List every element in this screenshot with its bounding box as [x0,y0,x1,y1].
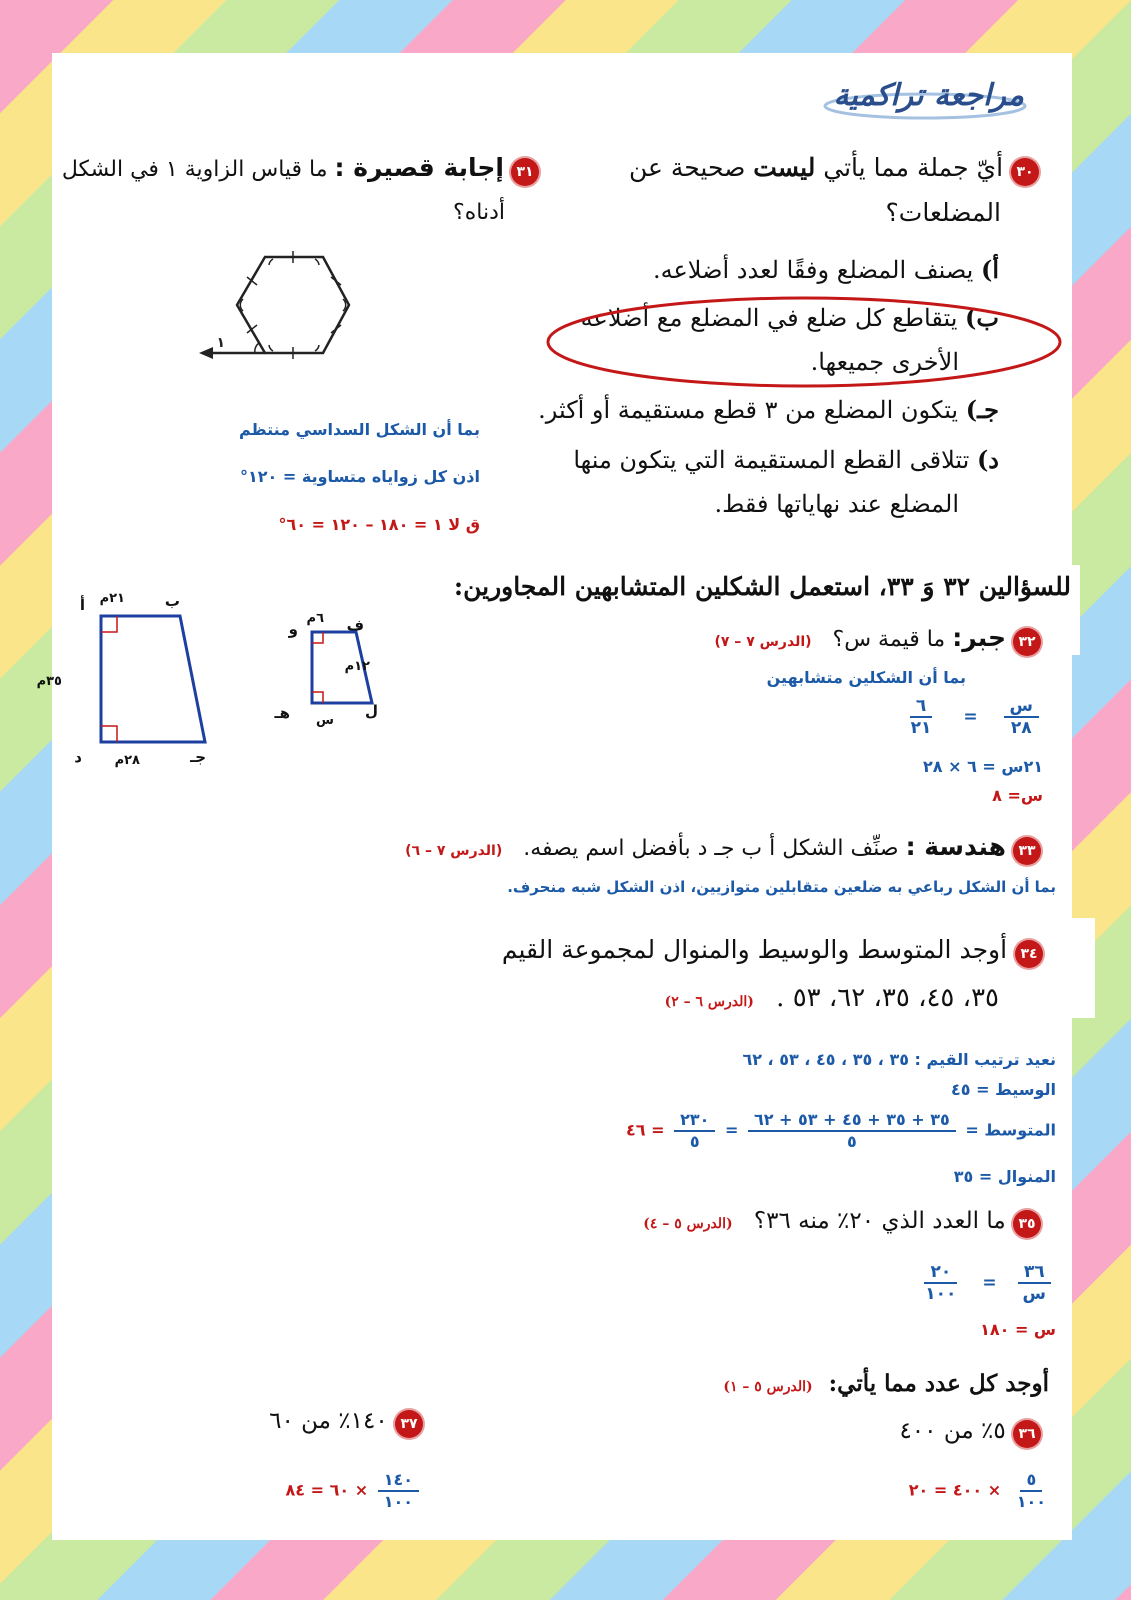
q30-option-a: أ) يصنف المضلع وفقًا لعدد أضلاعه. [652,255,999,284]
vertex-c-label: جـ [190,748,206,766]
small-right-length-label: ١٢م [344,659,370,674]
q36-fraction: $\frac{٥}{١٠٠}$ [1016,1470,1046,1511]
q30-number-badge: ٣٠ [1011,158,1039,186]
q35-proportion: $\frac{٣٦}{\text{س}}$ = $\frac{٢٠}{١٠٠}$ [915,1262,1056,1304]
q33-solution: بما أن الشكل رباعي به ضلعين متقابلين متوازيين، اذن الشكل شبه منحرف. [507,878,1056,896]
q32-solution-line1: بما أن الشكلين متشابهين [766,668,966,687]
q30-stem-line2: المضلعات؟ [885,198,1001,227]
q34-sort: نعيد ترتيب القيم : ٣٥ ، ٣٥ ، ٤٥ ، ٥٣ ، ٦٢ [742,1050,1056,1069]
vertex-l-label: ل [364,702,378,720]
q32-solution-line3: ٢١س = ٦ × ٢٨ [923,757,1043,776]
angle-1-label: ١ [216,335,225,351]
vertex-d-label: د [74,748,82,766]
q30-stem-line1: ٣٠ أيّ جملة مما يأتي ليست صحيحة عن [629,153,1039,186]
q31-number-badge: ٣١ [511,158,539,186]
q34-stem: ٣٤ أوجد المتوسط والوسيط والمنوال لمجموعة القيم [502,935,1043,968]
q34-values: ٣٥، ٤٥، ٣٥، ٦٢، ٥٣ . (الدرس ٦ – ٢) [664,983,999,1013]
q35-fraction-right: $\frac{٢٠}{١٠٠}$ [925,1262,957,1304]
big-bottom-length-label: ٢٨م [114,753,140,768]
q30-option-b: ب) يتقاطع كل ضلع في المضلع مع أضلاعه [580,303,999,332]
q36-solution: $\frac{٥}{١٠٠}$ × ٤٠٠ = ٢٠ [909,1470,1056,1512]
q31-solution-line2: اذن كل زواياه متساوية = ١٢٠° [240,467,480,486]
q34-number-badge: ٣٤ [1015,940,1043,968]
q30-option-b-line2: الأخرى جميعها. [810,348,959,376]
q37-number-badge: ٣٧ [395,1410,423,1438]
big-top-length-label: ٢١م [99,591,125,606]
page-title: مراجعة تراكمية [820,78,1030,122]
q35-stem: ٣٥ ما العدد الذي ٢٠٪ منه ٣٦؟ (الدرس ٥ – ٤) [643,1208,1041,1238]
intro-q32-33: للسؤالين ٣٢ وَ ٣٣، استعمل الشكلين المتشابهين المجاورين: [453,572,1071,601]
q34-mean-fraction: $\frac{٣٥ + ٣٥ + ٤٥ + ٥٣ + ٦٢}{٥}$ [748,1110,956,1152]
q32-number-badge: ٣٢ [1013,628,1041,656]
q31-solution-line1: بما أن الشكل السداسي منتظم [238,420,480,439]
vertex-b-label: ب [164,592,180,610]
q37-stem: ٣٧ ١٤٠٪ من ٦٠ [269,1408,423,1438]
q31-solution-line3: ق لا ١ = ١٨٠ – ١٢٠ = ٦٠° [278,515,480,534]
small-bottom-length-label: س [316,713,334,728]
vertex-f-label: ف [346,616,364,634]
q30-option-d-line2: المضلع عند نهاياتها فقط. [714,490,959,518]
q35-fraction-left: $\frac{٣٦}{\text{س}}$ [1017,1262,1052,1304]
q31-stem-line2: أدناه؟ [453,200,505,225]
answer-circle-icon [544,292,1064,392]
vertex-w-label: و [288,620,298,638]
q34-median: الوسيط = ٤٥ [951,1080,1056,1099]
hexagon-diagram [195,245,375,375]
q33-number-badge: ٣٣ [1013,837,1041,865]
big-left-length-label: ٣٥م [36,674,62,689]
q32-solution-line4: س= ٨ [992,786,1043,805]
q37-solution: $\frac{١٤٠}{١٠٠}$ × ٦٠ = ٨٤ [286,1470,423,1512]
q32-fraction-left: $\frac{\text{س}}{٢٨}$ [1004,696,1039,738]
small-top-length-label: ٦م [306,611,324,626]
q30-option-d: د) تتلاقى القطع المستقيمة التي يتكون منها [573,445,999,474]
vertex-h-label: هـ [274,704,290,722]
q37-fraction: $\frac{١٤٠}{١٠٠}$ [378,1470,419,1512]
vertex-a-label: أ [79,596,85,614]
q36-stem: ٣٦ ٥٪ من ٤٠٠ [899,1418,1041,1448]
similar-figures-diagram [36,590,420,770]
q34-mean-fraction-2: $\frac{٢٣٠}{٥}$ [674,1110,715,1152]
q32-fraction-right: $\frac{٦}{٢١}$ [910,696,932,738]
q35-number-badge: ٣٥ [1013,1210,1041,1238]
q34-mode: المنوال = ٣٥ [953,1167,1056,1186]
q34-mean: المتوسط = $\frac{٣٥ + ٣٥ + ٤٥ + ٥٣ + ٦٢}{٥}$ = $\frac{٢٣٠}{٥}$ = ٤٦ [626,1110,1056,1151]
q36-number-badge: ٣٦ [1013,1420,1041,1448]
find-each-heading: أوجد كل عدد مما يأتي: (الدرس ٥ – ١) [723,1370,1049,1397]
q32-stem: ٣٢ جبر: ما قيمة س؟ (الدرس ٧ – ٧) [714,623,1041,656]
q33-stem: ٣٣ هندسة : صنِّف الشكل أ ب جـ د بأفضل اسم يصفه. (الدرس ٧ – ٦) [405,832,1041,865]
q30-option-c: جـ) يتكون المضلع من ٣ قطع مستقيمة أو أكثر. [538,395,999,424]
q35-result: س = ١٨٠ [980,1320,1056,1339]
q31-stem: ٣١ إجابة قصيرة : ما قياس الزاوية ١ في الشكل [62,153,539,186]
q32-ratio-equation: $\frac{\text{س}}{٢٨}$ = $\frac{٦}{٢١}$ [901,696,1043,738]
